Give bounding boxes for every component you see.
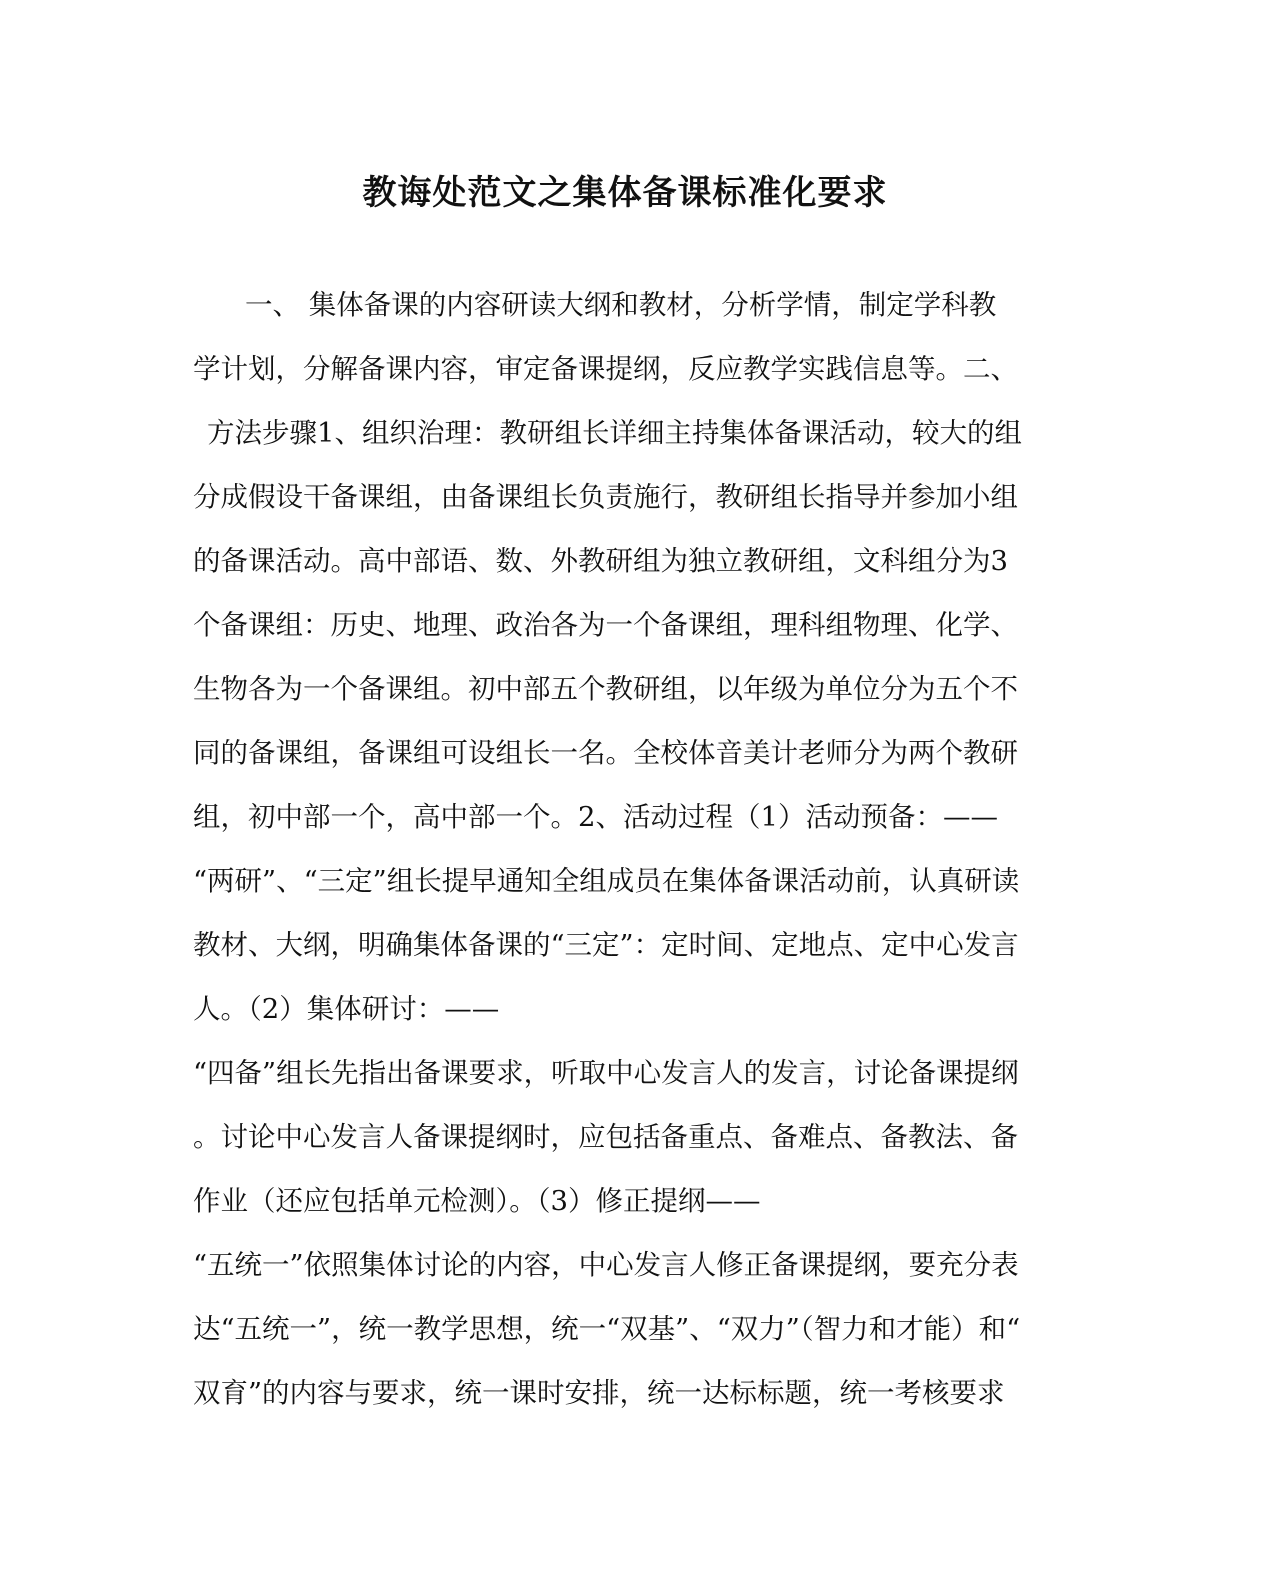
body-line: 同的备课组，备课组可设组长一名。全校体音美计老师分为两个教研: [193, 737, 1018, 769]
body-line: 的备课活动。高中部语、数、外教研组为独立教研组，文科组分为3: [193, 545, 1008, 577]
body-line: 方法步骤1、组织治理：教研组长详细主持集体备课活动，较大的组: [207, 417, 1022, 449]
body-line: 作业（还应包括单元检测）。（3）修正提纲——: [193, 1185, 761, 1217]
body-line: “五统一”依照集体讨论的内容，中心发言人修正备课提纲，要充分表: [193, 1249, 1019, 1281]
document-title: 教诲处范文之集体备课标准化要求: [362, 173, 888, 213]
body-line: 组，初中部一个，高中部一个。2、活动过程（1）活动预备：——: [193, 801, 998, 833]
body-line: “四备”组长先指出备课要求，听取中心发言人的发言，讨论备课提纲: [193, 1057, 1019, 1089]
body-line: 分成假设干备课组，由备课组长负责施行，教研组长指导并参加小组: [193, 481, 1018, 513]
body-line: 。讨论中心发言人备课提纲时，应包括备重点、备难点、备教法、备: [193, 1121, 1018, 1153]
body-line: 生物各为一个备课组。初中部五个教研组，以年级为单位分为五个不: [193, 673, 1018, 705]
body-line: 人。（2）集体研讨：——: [193, 993, 500, 1025]
body-line: 达“五统一”，统一教学思想，统一“双基”、“双力”（智力和才能）和“: [193, 1313, 1021, 1345]
body-line: 个备课组：历史、地理、政治各为一个备课组，理科组物理、化学、: [193, 609, 1018, 641]
body-line: “两研”、“三定”组长提早通知全组成员在集体备课活动前，认真研读: [193, 865, 1020, 897]
body-line: 教材、大纲，明确集体备课的“三定”：定时间、定地点、定中心发言: [193, 929, 1019, 961]
document-body: [193, 282, 1073, 1434]
body-line: 学计划，分解备课内容，审定备课提纲，反应教学实践信息等。二、: [193, 353, 1018, 385]
body-line: 一、 集体备课的内容研读大纲和教材，分析学情，制定学科教: [245, 289, 997, 321]
body-line: 双育”的内容与要求，统一课时安排，统一达标标题，统一考核要求: [193, 1377, 1005, 1409]
